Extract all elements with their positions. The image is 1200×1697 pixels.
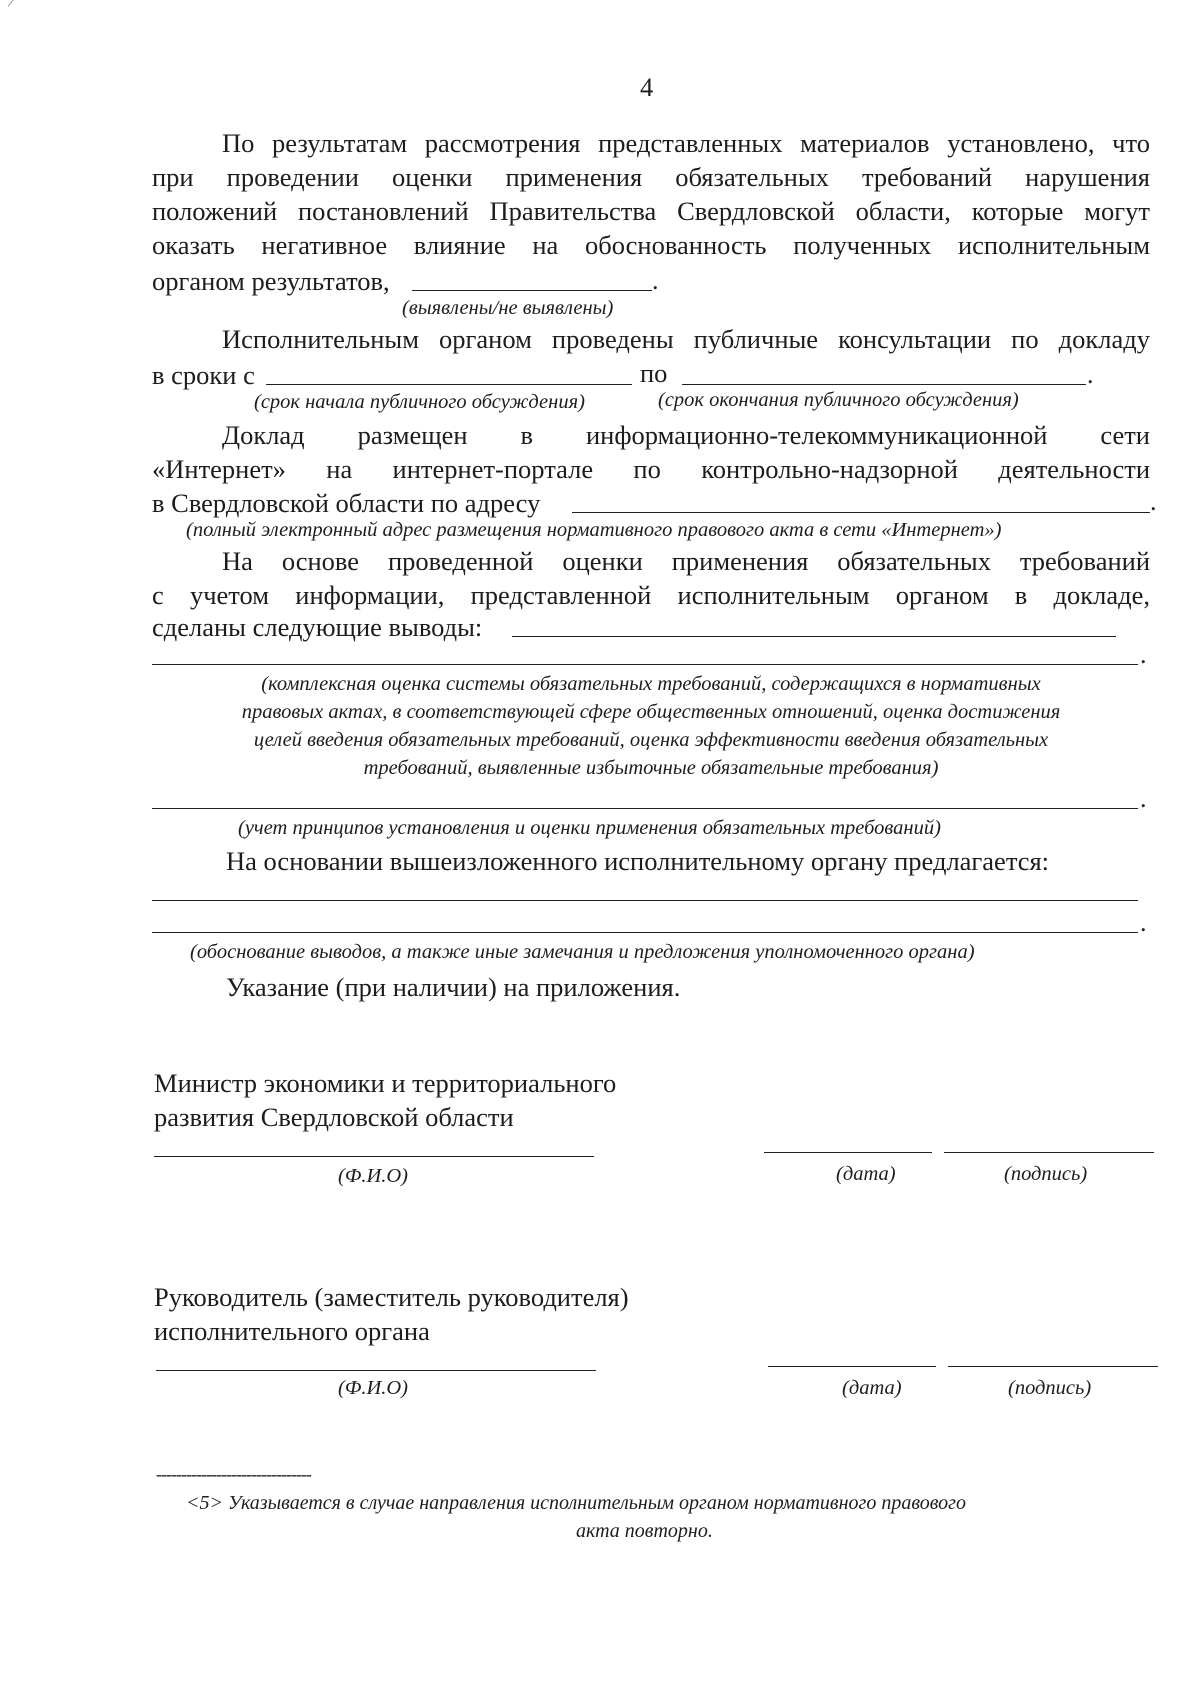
scan-mark	[8, 0, 22, 7]
period: .	[652, 266, 659, 295]
fill-line-start-date[interactable]	[266, 384, 632, 385]
sign1-title-line-2: развития Свердловской области	[154, 1102, 514, 1132]
p2-caption-end: (срок окончания публичного обсуждения)	[658, 389, 1019, 411]
period: .	[1140, 908, 1147, 937]
p1-line-3: положений постановлений Правительства Свердловской области, которые могут	[152, 196, 1150, 226]
sign2-date-label: (дата)	[842, 1377, 902, 1399]
fill-line-proposals-2[interactable]	[152, 932, 1138, 933]
sign2-fio-label: (Ф.И.О)	[338, 1377, 408, 1399]
p4-caption-2: (учет принципов установления и оценки применения обязательных требований)	[238, 817, 941, 839]
fill-line-end-date[interactable]	[682, 384, 1086, 385]
sign2-signature-label: (подпись)	[1008, 1377, 1092, 1399]
p3-caption: (полный электронный адрес размещения нормативного правового акта в сети «Интернет»)	[186, 519, 1002, 541]
footnote-line-2: акта повторно.	[576, 1520, 713, 1542]
p4-line-1: На основе проведенной оценки применения обязательных требований	[222, 546, 1150, 576]
p3-line-1: Доклад размещен в информационно-телекоммуникационной сети	[222, 420, 1150, 450]
fill-line-violations[interactable]	[412, 290, 652, 291]
p1-line-1: По результатам рассмотрения представленных материалов установлено, что	[222, 128, 1150, 158]
p1-last-line: органом результатов,	[152, 266, 390, 296]
p4-line-3: сделаны следующие выводы:	[152, 612, 483, 642]
fill-line-conclusions-1[interactable]	[512, 636, 1116, 637]
p3-line-2: «Интернет» на интернет-портале по контрольно-надзорной деятельности	[152, 454, 1150, 484]
sign2-title-line-2: исполнительного органа	[154, 1316, 430, 1346]
p2-line-1: Исполнительным органом проведены публичные консультации по докладу	[222, 324, 1150, 354]
period: .	[1087, 360, 1094, 389]
sign1-signature-label: (подпись)	[1004, 1163, 1088, 1185]
fill-line-proposals-1[interactable]	[152, 900, 1138, 901]
sign2-date-line[interactable]	[768, 1366, 936, 1367]
p4-caption-line-3: целей введения обязательных требований, оценка эффективности введения обязательных	[253, 729, 1049, 751]
page-number: 4	[640, 72, 654, 102]
sign2-fio-line[interactable]	[156, 1370, 596, 1371]
p2-middle: по	[640, 358, 668, 388]
period: .	[1140, 784, 1147, 813]
p2-prefix: в сроки с	[152, 360, 255, 390]
p5-caption: (обоснование выводов, а также иные замечания и предложения уполномоченного органа)	[190, 941, 975, 963]
sign2-title-line-1: Руководитель (заместитель руководителя)	[154, 1282, 629, 1312]
p5-line-1: На основании вышеизложенного исполнительному органу предлагается:	[226, 846, 1050, 876]
fill-line-principles[interactable]	[152, 808, 1138, 809]
sign1-fio-line[interactable]	[154, 1156, 594, 1157]
footnote-separator: -------------------------------	[156, 1464, 311, 1484]
p3-line-3: в Свердловской области по адресу	[152, 488, 541, 518]
period: .	[1140, 640, 1147, 669]
sign1-title-line-1: Министр экономики и территориального	[154, 1068, 617, 1098]
sign1-signature-line[interactable]	[944, 1152, 1154, 1153]
p1-line-4: оказать негативное влияние на обоснованность полученных исполнительным	[152, 230, 1150, 260]
sign1-fio-label: (Ф.И.О)	[338, 1165, 408, 1187]
p4-caption-line-2: правовых актах, в соответствующей сфере общественных отношений, оценка достижения	[241, 701, 1061, 723]
fill-line-address[interactable]	[572, 512, 1150, 513]
p4-caption-line-1: (комплексная оценка системы обязательных требований, содержащихся в нормативных	[261, 673, 1041, 695]
p4-line-2: с учетом информации, представленной исполнительным органом в докладе,	[152, 580, 1150, 610]
sign1-date-label: (дата)	[836, 1163, 896, 1185]
period: .	[1150, 487, 1157, 516]
footnote-line-1: <5> Указывается в случае направления исполнительным органом нормативного правового	[186, 1492, 966, 1514]
p2-caption-start: (срок начала публичного обсуждения)	[254, 391, 585, 413]
p4-caption-line-4: требований, выявленные избыточные обязательные требования)	[363, 757, 939, 779]
fill-line-conclusions-2[interactable]	[152, 664, 1138, 665]
sign1-date-line[interactable]	[764, 1152, 932, 1153]
sign2-signature-line[interactable]	[948, 1366, 1158, 1367]
appendix-note: Указание (при наличии) на приложения.	[226, 972, 681, 1002]
p1-line-2: при проведении оценки применения обязательных требований нарушения	[152, 162, 1150, 192]
p1-caption: (выявлены/не выявлены)	[402, 297, 614, 319]
